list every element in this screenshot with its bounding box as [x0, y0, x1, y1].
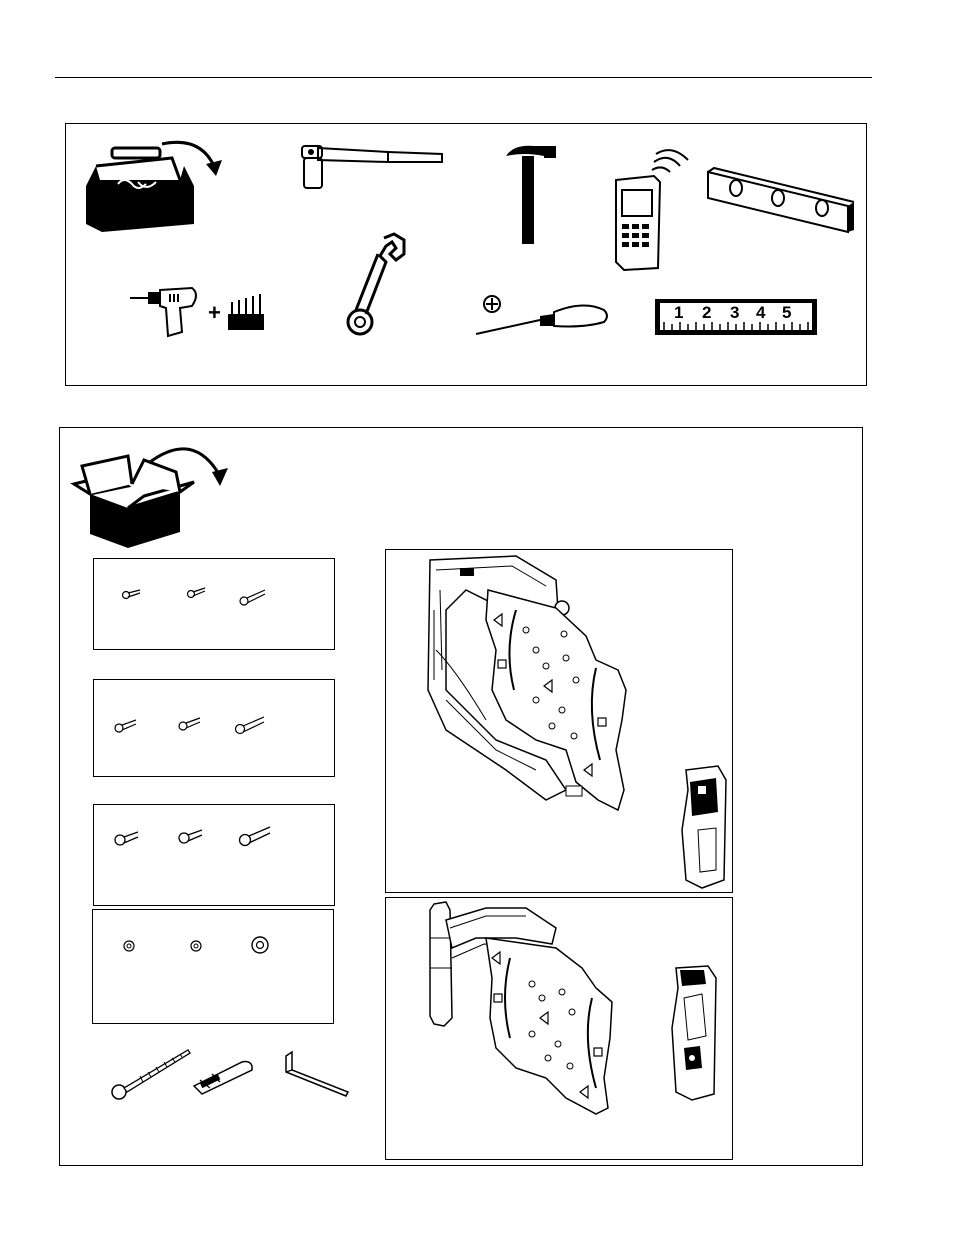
plus-sign: + — [208, 300, 221, 325]
wall-mount-folded-image — [385, 549, 733, 893]
wall-anchor-icon — [190, 1056, 256, 1096]
open-end-wrench-icon — [342, 232, 412, 336]
phillips-screwdriver-icon — [474, 294, 610, 338]
screw-icon — [114, 716, 138, 734]
screw-icon — [187, 585, 207, 599]
tools-panel — [65, 123, 867, 386]
washer-icon — [189, 939, 203, 953]
wall-mount-extended-image — [385, 897, 733, 1160]
hammer-icon — [504, 142, 564, 247]
screw-icon — [122, 587, 142, 601]
ruler-number: 1 — [674, 303, 684, 322]
drill-bits-icon — [228, 294, 268, 332]
measuring-ruler-icon — [654, 298, 818, 336]
stud-finder-icon — [610, 150, 690, 272]
allen-wrench-icon — [282, 1050, 354, 1096]
toolbox-icon — [82, 136, 222, 231]
level-icon — [706, 168, 856, 240]
parts-panel — [59, 427, 863, 1166]
screw-icon — [239, 587, 267, 607]
open-box-icon — [70, 436, 230, 546]
ruler-number: 4 — [756, 303, 766, 322]
ruler-number: 2 — [702, 303, 712, 322]
screw-icon — [114, 827, 140, 847]
hardware-bag-washers — [92, 909, 334, 1024]
screw-icon — [234, 714, 266, 736]
ruler-number: 3 — [730, 303, 740, 322]
spacer-icon — [249, 934, 271, 956]
header-rule — [55, 77, 872, 78]
hardware-bag-small-screws — [93, 558, 335, 650]
socket-wrench-icon — [298, 144, 448, 194]
screw-icon — [238, 823, 272, 847]
drill-icon — [128, 286, 208, 342]
screw-icon — [178, 825, 204, 845]
ruler-number: 5 — [782, 303, 792, 322]
hardware-bag-medium-screws — [93, 679, 335, 777]
washer-icon — [122, 939, 136, 953]
hardware-bag-large-screws — [93, 804, 335, 906]
lag-bolt-icon — [110, 1046, 194, 1102]
screw-icon — [178, 714, 202, 732]
